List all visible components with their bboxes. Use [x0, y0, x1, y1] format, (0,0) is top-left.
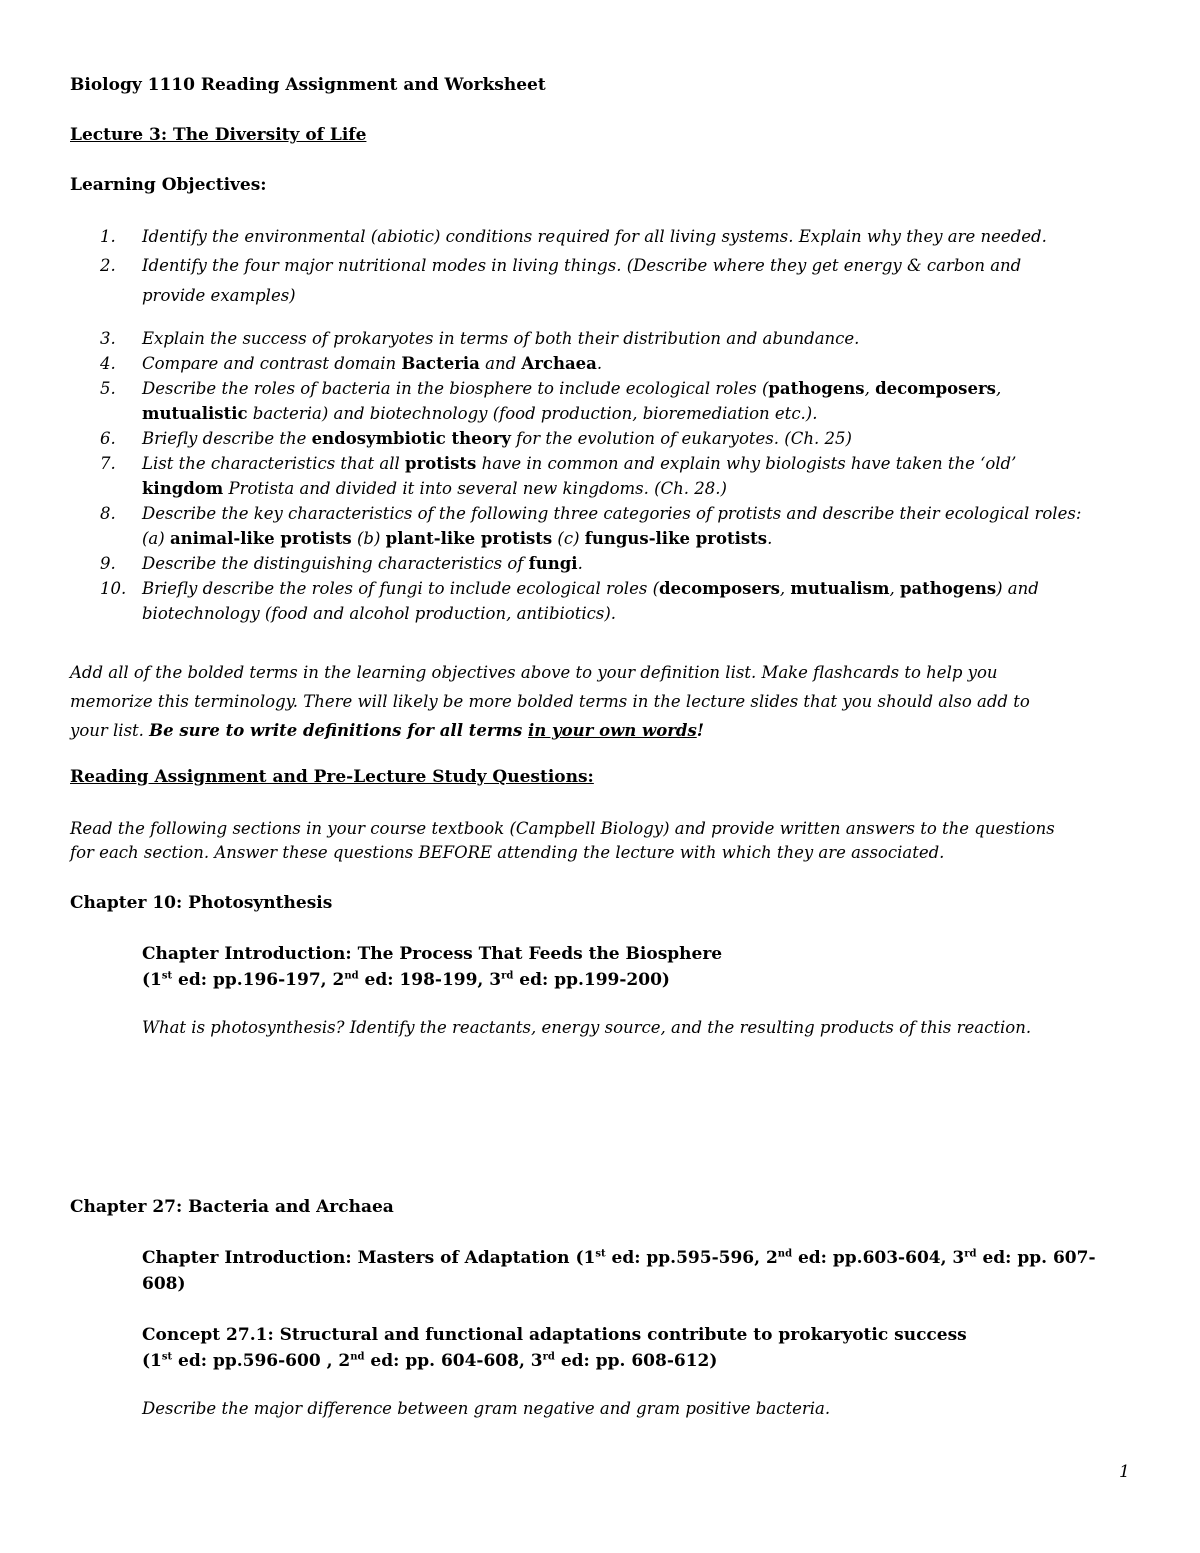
chapter-27-title: Chapter 27: Bacteria and Archaea [70, 1197, 394, 1217]
objective-text: Identify the environmental (abiotic) conditions required for all living systems. Explain why they are needed. [142, 227, 1047, 246]
objective-9 [70, 551, 1150, 576]
objective-2 [70, 253, 1150, 308]
term-animal-like-protists: animal-like protists [169, 529, 352, 548]
instructions-emphasis: ! [696, 721, 704, 740]
pages-text: Chapter Introduction: Masters of Adaptation (1 [142, 1248, 596, 1268]
instructions-emphasis: Be sure to write definitions for all terms [149, 721, 529, 740]
objective-text: , [889, 579, 900, 598]
term-mutualistic: mutualistic [142, 404, 248, 423]
chapter-10-question: What is photosynthesis? Identify the reactants, energy source, and the resulting products of this reaction. [142, 1018, 1032, 1037]
term-decomposers: decomposers [659, 579, 780, 598]
pages-text: ed: pp.596-600 , 2 [172, 1351, 351, 1371]
chapter-10-title: Chapter 10: Photosynthesis [70, 893, 333, 913]
objective-10 [70, 576, 1150, 626]
term-bacteria: Bacteria [401, 354, 480, 373]
objective-text: Briefly describe the roles of fungi to include ecological roles ( [142, 579, 660, 598]
term-pathogens: pathogens [899, 579, 997, 598]
objective-number: 5. [100, 379, 116, 398]
term-endosymbiotic-theory: endosymbiotic theory [311, 429, 511, 448]
instructions-text: your list. [70, 721, 150, 740]
instructions-paragraph [70, 658, 1130, 745]
reading-intro-text: for each section. Answer these questions BEFORE attending the lecture with which they are associated. [70, 843, 945, 862]
objective-text: List the characteristics that all [142, 454, 406, 473]
pages-text: ed: pp. 607- [976, 1248, 1096, 1268]
document-title: Biology 1110 Reading Assignment and Worksheet [70, 75, 546, 95]
instructions-text: Add all of the bolded terms in the learning objectives above to your definition list. Make flashcards to help you [70, 663, 998, 682]
objective-text: bacteria) and biotechnology (food production, bioremediation etc.). [247, 404, 818, 423]
chapter-27-concept-title: Concept 27.1: Structural and functional adaptations contribute to prokaryotic success [142, 1325, 967, 1345]
instructions-emphasis-underlined: in your own words [528, 721, 697, 740]
objective-number: 6. [100, 429, 116, 448]
pages-sup: nd [350, 1351, 365, 1363]
objective-text: have in common and explain why biologists have taken the ‘old’ [476, 454, 1017, 473]
objective-text: Briefly describe the [142, 429, 312, 448]
objective-text: , [779, 579, 791, 598]
objective-text: Protista and divided it into several new kingdoms. (Ch. 28.) [223, 479, 727, 498]
chapter-27-intro-cont: 608) [142, 1274, 186, 1294]
objective-1 [70, 224, 1150, 249]
pages-text: ed: 198-199, 3 [358, 970, 502, 990]
pages-sup: st [161, 970, 173, 982]
pages-sup: nd [777, 1248, 793, 1260]
pages-text: (1 [142, 970, 162, 990]
pages-sup: rd [964, 1248, 977, 1260]
objectives-list [70, 224, 1150, 626]
pages-sup: nd [344, 970, 359, 982]
objective-text: . [767, 529, 773, 548]
pages-sup: st [161, 1351, 173, 1363]
chapter-27-concept-pages [142, 1348, 717, 1374]
objective-number: 7. [100, 454, 116, 473]
objective-text: (b) [351, 529, 386, 548]
objective-number: 10. [100, 579, 127, 598]
objective-4 [70, 351, 1150, 376]
term-decomposers: decomposers [875, 379, 996, 398]
objective-text: . [577, 554, 583, 573]
objective-text: (c) [552, 529, 585, 548]
reading-heading: Reading Assignment and Pre-Lecture Study Questions: [70, 767, 594, 787]
objective-number: 2. [100, 256, 116, 275]
objective-3 [70, 326, 1150, 351]
objective-text: Describe the roles of bacteria in the biosphere to include ecological roles ( [142, 379, 769, 398]
objective-5 [70, 376, 1150, 426]
instructions-text: memorize this terminology. There will likely be more bolded terms in the lecture slides that you should also add to [70, 692, 1030, 711]
objectives-heading: Learning Objectives: [70, 175, 267, 195]
objective-number: 3. [100, 329, 116, 348]
objective-text: Explain the success of prokaryotes in terms of both their distribution and abundance. [142, 329, 860, 348]
reading-intro-text: Read the following sections in your course textbook (Campbell Biology) and provide written answers to the questions [70, 819, 1055, 838]
lecture-title: Lecture 3: The Diversity of Life [70, 125, 367, 145]
objective-text: Describe the key characteristics of the following three categories of protists and describe their ecological roles: [142, 504, 1082, 523]
term-archaea: Archaea [521, 354, 597, 373]
pages-text: ed: pp.603-604, 3 [792, 1248, 965, 1268]
term-pathogens: pathogens [768, 379, 865, 398]
chapter-10-pages [142, 967, 670, 993]
pages-text: ed: pp.196-197, 2 [172, 970, 345, 990]
objective-text: biotechnology (food and alcohol production, antibiotics). [142, 604, 617, 623]
objective-number: 4. [100, 354, 116, 373]
objective-text: , [864, 379, 876, 398]
objective-text: ) and [996, 579, 1039, 598]
objective-6 [70, 426, 1150, 451]
objective-text: , [995, 379, 1002, 398]
objective-number: 8. [100, 504, 116, 523]
objective-text: Identify the four major nutritional modes in living things. (Describe where they get energy & carbon and [142, 256, 1022, 275]
term-plant-like-protists: plant-like protists [385, 529, 553, 548]
objective-text: . [596, 354, 603, 373]
term-kingdom: kingdom [142, 479, 224, 498]
pages-text: ed: pp.595-596, 2 [605, 1248, 778, 1268]
pages-text: (1 [142, 1351, 162, 1371]
objective-text: Describe the distinguishing characteristics of [142, 554, 529, 573]
chapter-27-intro [142, 1245, 1096, 1271]
chapter-27-question: Describe the major difference between gram negative and gram positive bacteria. [142, 1399, 831, 1418]
objective-text: (a) [142, 529, 170, 548]
objective-number: 1. [100, 227, 116, 246]
pages-sup: st [595, 1248, 606, 1260]
pages-text: ed: pp. 608-612) [554, 1351, 718, 1371]
term-fungi: fungi [528, 554, 578, 573]
objective-text: and [479, 354, 522, 373]
reading-intro [70, 817, 1130, 865]
term-mutualism: mutualism [790, 579, 890, 598]
objective-text: Compare and contrast domain [142, 354, 402, 373]
pages-text: ed: pp.199-200) [513, 970, 670, 990]
objective-8 [70, 501, 1150, 551]
page-number: 1 [1119, 1462, 1130, 1482]
pages-sup: rd [542, 1351, 555, 1363]
objective-number: 9. [100, 554, 116, 573]
term-fungus-like-protists: fungus-like protists [584, 529, 768, 548]
pages-text: ed: pp. 604-608, 3 [364, 1351, 543, 1371]
objective-text-cont: provide examples) [142, 286, 296, 305]
pages-sup: rd [501, 970, 514, 982]
objective-text: for the evolution of eukaryotes. (Ch. 25) [510, 429, 852, 448]
chapter-10-intro-title: Chapter Introduction: The Process That Feeds the Biosphere [142, 944, 723, 964]
term-protists: protists [405, 454, 477, 473]
objective-7 [70, 451, 1150, 501]
